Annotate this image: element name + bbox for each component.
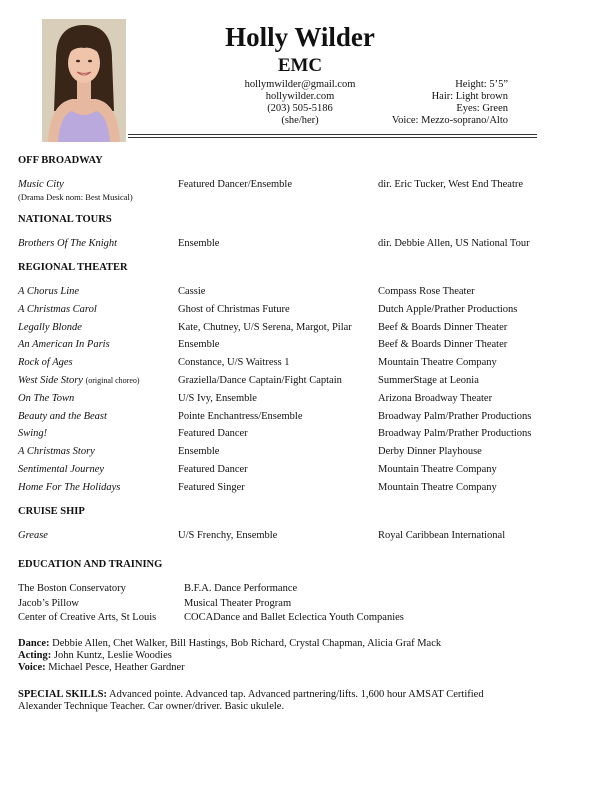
eyes-stat: Eyes: Green — [456, 103, 508, 114]
voice-teachers-list: Michael Pesce, Heather Gardner — [48, 662, 185, 673]
credit-role: Ghost of Christmas Future — [178, 303, 290, 315]
credit-venue: SummerStage at Leonia — [378, 375, 479, 386]
special-skills-line-2: Alexander Technique Teacher. Car owner/driver. Basic ukulele. — [18, 701, 285, 712]
credit-row — [0, 393, 612, 407]
credit-show-title: An American In Paris — [18, 339, 110, 351]
header-divider-bottom — [128, 137, 537, 138]
credit-show-title: Beauty and the Beast — [18, 410, 107, 422]
credit-row — [0, 464, 612, 478]
credit-role: Ensemble — [178, 446, 220, 458]
credit-role: U/S Frenchy, Ensemble — [178, 530, 278, 541]
credit-show — [18, 446, 95, 457]
credit-venue: dir. Debbie Allen, US National Tour — [378, 238, 530, 249]
credit-show-title: Sentimental Journey — [18, 464, 105, 475]
special-skills-label: SPECIAL SKILLS: — [18, 689, 107, 700]
credit-row — [0, 446, 612, 460]
education-school: Jacob’s Pillow — [18, 598, 79, 609]
credit-role: Featured Singer — [178, 481, 245, 493]
email-link[interactable]: hollymwilder@gmail.com — [244, 79, 356, 90]
education-row — [0, 583, 612, 597]
contact-block — [230, 79, 370, 127]
header-divider-top — [128, 134, 537, 135]
credit-row — [0, 238, 612, 252]
section-title-national-tours: NATIONAL TOURS — [18, 214, 112, 225]
voice-teachers — [18, 662, 441, 674]
acting-label: Acting: — [18, 650, 52, 661]
credit-show-title: Rock of Ages — [18, 357, 73, 369]
credit-role: Featured Dancer/Ensemble — [178, 179, 292, 190]
voice-stat: Voice: Mezzo-soprano/Alto — [391, 115, 508, 126]
acting-teachers-list: John Kuntz, Leslie Woodies — [53, 650, 172, 661]
voice-label: Voice: — [18, 662, 46, 673]
credit-venue: Broadway Palm/Prather Productions — [378, 428, 532, 440]
credit-row — [0, 530, 612, 544]
acting-teachers — [18, 650, 441, 662]
hair-stat: Hair: Light brown — [431, 91, 508, 102]
section-title-off-broadway: OFF BROADWAY — [18, 155, 103, 166]
credit-show — [18, 304, 97, 315]
credit-show: Grease — [18, 530, 48, 541]
credit-row — [0, 428, 612, 442]
education-school: Center of Creative Arts, St Louis — [18, 612, 157, 623]
credit-venue: Beef & Boards Dinner Theater — [378, 339, 508, 351]
credit-show-title: On The Town — [18, 392, 75, 404]
credit-venue: Beef & Boards Dinner Theater — [378, 321, 508, 333]
credit-role: Ensemble — [178, 238, 220, 249]
section-title-education: EDUCATION AND TRAINING — [18, 559, 163, 570]
website-link[interactable]: hollywilder.com — [265, 91, 335, 102]
credit-show — [18, 393, 74, 404]
credit-show — [18, 411, 107, 422]
credit-show — [18, 482, 120, 493]
credit-show — [18, 464, 104, 475]
credit-show-title: West Side Story — [18, 375, 83, 386]
pronouns: (she/her) — [281, 115, 319, 126]
credit-venue: Mountain Theatre Company — [378, 357, 497, 369]
credit-show: Brothers Of The Knight — [18, 238, 118, 249]
education-program: B.F.A. Dance Performance — [184, 583, 298, 594]
dance-label: Dance: — [18, 638, 50, 649]
credit-show: Music City — [18, 179, 64, 190]
education-row — [0, 598, 612, 612]
dance-teachers-list: Debbie Allen, Chet Walker, Bill Hastings, Bob Richard, Crystal Chapman, Alicia Graf Mack — [52, 638, 442, 649]
credit-venue: Mountain Theatre Company — [378, 464, 497, 475]
education-program: Musical Theater Program — [184, 598, 292, 609]
credit-venue: dir. Eric Tucker, West End Theatre — [378, 179, 524, 190]
credit-show-title: A Chorus Line — [18, 286, 80, 297]
credit-role: Featured Dancer — [178, 428, 248, 440]
section-title-regional-theater: REGIONAL THEATER — [18, 262, 128, 273]
credit-row — [0, 375, 612, 389]
credit-show-title: Home For The Holidays — [18, 481, 121, 493]
credit-show — [18, 375, 140, 386]
credit-venue: Dutch Apple/Prather Productions — [378, 303, 518, 315]
credit-show-title: Swing! — [18, 428, 48, 440]
credit-venue: Compass Rose Theater — [378, 286, 475, 297]
credit-venue: Royal Caribbean International — [378, 530, 506, 541]
credit-show-title: A Christmas Story — [18, 446, 95, 458]
credit-role: U/S Ivy, Ensemble — [178, 392, 257, 404]
credit-role: Graziella/Dance Captain/Fight Captain — [178, 375, 342, 386]
credit-role: Pointe Enchantress/Ensemble — [178, 410, 303, 422]
phone-number: (203) 505-5186 — [267, 103, 333, 114]
credit-row — [0, 322, 612, 336]
credit-role: Ensemble — [178, 339, 220, 351]
credit-venue: Derby Dinner Playhouse — [378, 446, 482, 458]
credit-row — [0, 179, 612, 193]
award-note: (Drama Desk nom: Best Musical) — [18, 192, 133, 202]
section-title-cruise-ship: CRUISE SHIP — [18, 506, 85, 517]
education-row — [0, 612, 612, 626]
credit-role: Kate, Chutney, U/S Serena, Margot, Pilar — [178, 321, 352, 333]
credit-show — [18, 322, 82, 333]
credit-row — [0, 304, 612, 318]
stats-block — [360, 79, 508, 127]
credit-role: Constance, U/S Waitress 1 — [178, 357, 290, 369]
credit-venue: Broadway Palm/Prather Productions — [378, 410, 532, 422]
credit-row — [0, 411, 612, 425]
credit-row — [0, 357, 612, 371]
page-title: Holly Wilder — [225, 22, 375, 52]
credit-note: (original choreo) — [85, 376, 140, 385]
credit-show-title: Legally Blonde — [18, 321, 82, 333]
dance-teachers — [18, 638, 441, 650]
education-program: COCADance and Ballet Eclectica Youth Companies — [184, 612, 404, 623]
credit-venue: Arizona Broadway Theater — [378, 392, 493, 404]
credit-row — [0, 339, 612, 353]
credit-venue: Mountain Theatre Company — [378, 481, 497, 493]
credit-show — [18, 339, 110, 350]
training-block — [18, 638, 441, 674]
special-skills-line-1: Advanced pointe. Advanced tap. Advanced partnering/lifts. 1,600 hour AMSAT Certified — [109, 689, 484, 700]
union-status: EMC — [277, 55, 323, 76]
education-school: The Boston Conservatory — [18, 583, 126, 594]
height-stat: Height: 5’5” — [455, 79, 508, 90]
credit-show — [18, 357, 73, 368]
credit-show — [18, 428, 47, 439]
special-skills-block — [18, 689, 484, 713]
credit-role: Cassie — [178, 286, 206, 297]
credit-row — [0, 286, 612, 300]
credit-show-title: A Christmas Carol — [18, 303, 97, 315]
credit-row — [0, 482, 612, 496]
credit-show — [18, 286, 79, 297]
credit-role: Featured Dancer — [178, 464, 248, 475]
